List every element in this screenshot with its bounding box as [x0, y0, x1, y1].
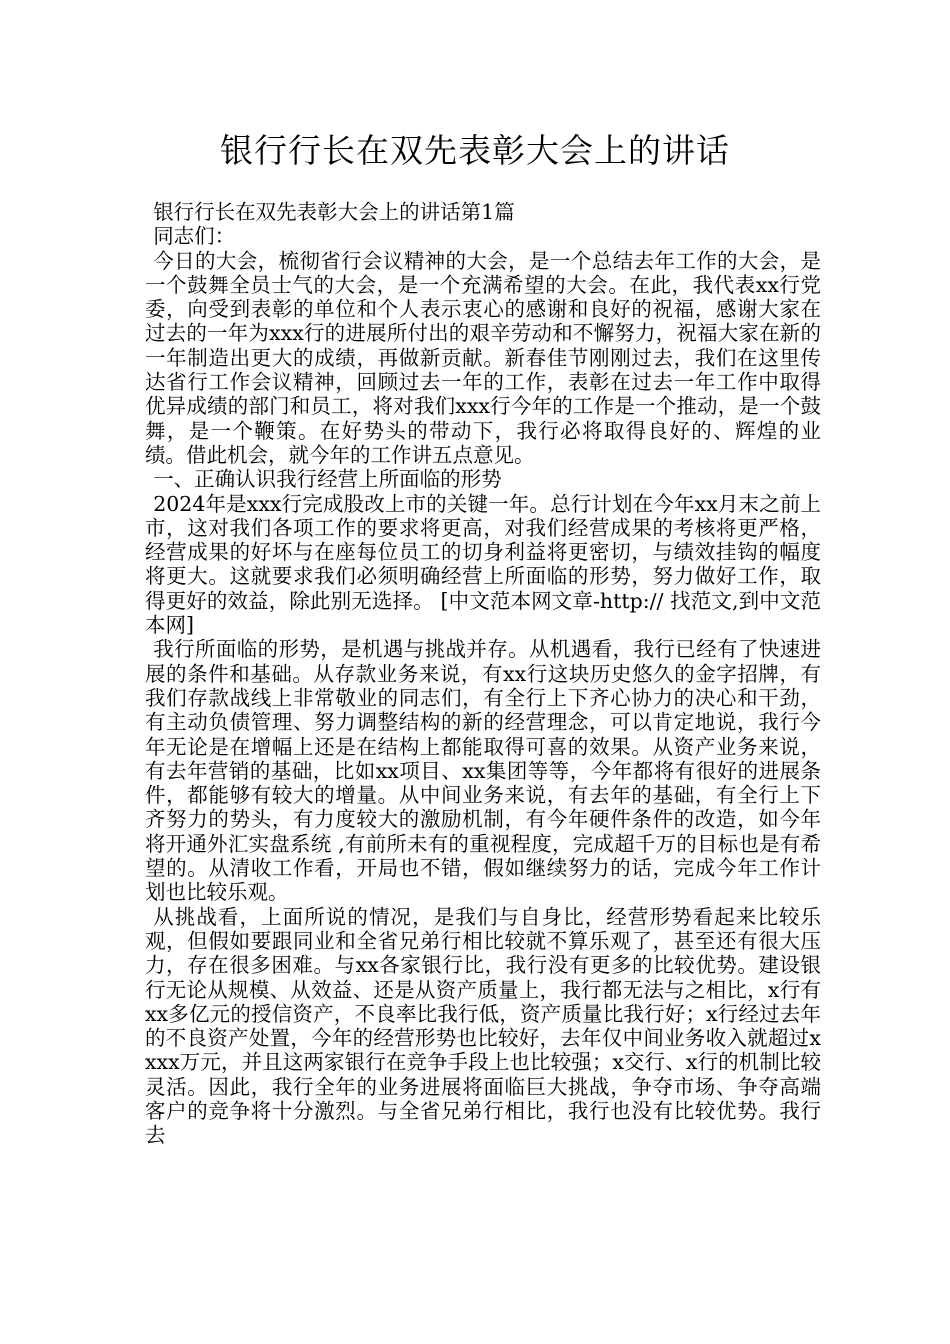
document-title: 银行行长在双先表彰大会上的讲话 — [220, 131, 730, 170]
paragraph: 2024年是xxx行完成股改上市的关键一年。总行计划在今年xx月末之前上市，这对我们各项工作的要求将更高，对我们经营成果的考核将更严格，经营成果的好坏与在座每位员工的切身利益将更密切，与绩效挂钩的幅度将更大。这就要求我们必须明确经营上所面临的形势，努力做好工作，取得更好的效益，除此别无选择。 [中文范本网文章-http:// 找范文,到中文范本网] — [145, 491, 821, 638]
section-heading: 银行行长在双先表彰大会上的讲话第1篇 — [153, 200, 515, 224]
subheading: 一、正确认识我行经营上所面临的形势 — [153, 467, 502, 492]
document-body — [145, 200, 821, 1148]
salutation: 同志们： — [153, 224, 236, 249]
paragraph: 今日的大会，梳彻省行会议精神的大会，是一个总结去年工作的大会，是一个鼓舞全员士气的大会，是一个充满希望的大会。在此，我代表xx行党委，向受到表彰的单位和个人表示衷心的感谢和良好的祝福，感谢大家在过去的一年为xxx行的进展所付出的艰辛劳动和不懈努力，祝福大家在新的一年制造出更大的成绩，再做新贡献。新春佳节刚刚过去，我们在这里传达省行工作会议精神，回顾过去一年的工作，表彰在过去一年工作中取得优异成绩的部门和员工，将对我们xxx行今年的工作是一个推动，是一个鼓舞，是一个鞭策。在好势头的带动下，我行必将取得良好的、辉煌的业绩。借此机会，就今年的工作讲五点意见。 — [145, 248, 821, 467]
paragraph: 从挑战看，上面所说的情况，是我们与自身比，经营形势看起来比较乐观，但假如要跟同业和全省兄弟行相比较就不算乐观了，甚至还有很大压力，存在很多困难。与xx各家银行比，我行没有更多的比较优势。建设银行无论从规模、从效益、还是从资产质量上，我行都无法与之相比，x行有xx多亿元的授信资产，不良率比我行低，资产质量比我行好；x行经过去年的不良资产处置，今年的经营形势也比较好，去年仅中间业务收入就超过xxxx万元，并且这两家银行在竞争手段上也比较强；x交行、x行的机制比较灵活。因此，我行全年的业务进展将面临巨大挑战，争夺市场、争夺高端客户的竞争将十分激烈。与全省兄弟行相比，我行也没有比较优势。我行去 — [145, 904, 821, 1148]
paragraph: 我行所面临的形势，是机遇与挑战并存。从机遇看，我行已经有了快速进展的条件和基础。从存款业务来说，有xx行这块历史悠久的金字招牌，有我们存款战线上非常敬业的同志们，有全行上下齐心协力的决心和干劲，有主动负债管理、努力调整结构的新的经营理念，可以肯定地说，我行今年无论是在增幅上还是在结构上都能取得可喜的效果。从资产业务来说，有去年营销的基础，比如xx项目、xx集团等等，今年都将有很好的进展条件，都能够有较大的增量。从中间业务来说，有去年的基础，有全行上下齐努力的势头，有力度较大的激励机制，有今年硬件条件的改造，如今年将开通外汇实盘系统 ,有前所未有的重视程度，完成超千万的目标也是有希望的。从清收工作看，开局也不错，假如继续努力的话，完成今年工作计划也比较乐观。 — [145, 637, 821, 905]
